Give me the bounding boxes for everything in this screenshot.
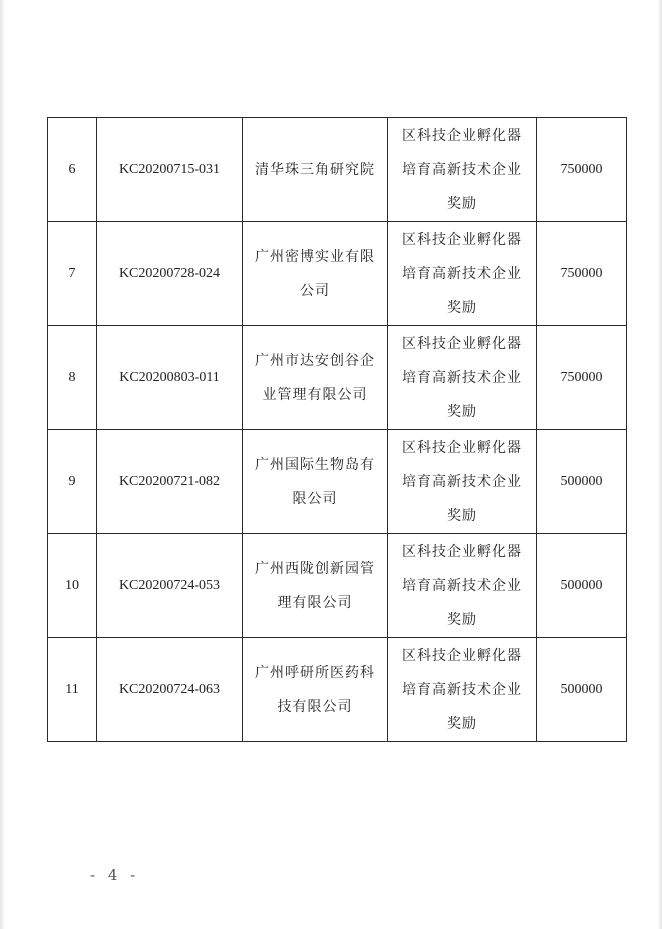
project-code: KC20200803-011 — [97, 326, 243, 430]
award-table — [47, 117, 627, 742]
project-name: 区科技企业孵化器培育高新技术企业奖励 — [402, 127, 522, 212]
table-row — [48, 118, 627, 222]
award-amount: 750000 — [537, 118, 627, 222]
company-name: 广州西陇创新园管理有限公司 — [255, 560, 375, 611]
award-amount: 750000 — [537, 326, 627, 430]
company-cell — [243, 534, 388, 638]
project-code: KC20200721-082 — [97, 430, 243, 534]
row-number: 9 — [48, 430, 97, 534]
award-amount: 500000 — [537, 430, 627, 534]
project-cell — [388, 118, 537, 222]
project-code: KC20200724-063 — [97, 638, 243, 742]
page-edge-right — [657, 0, 662, 929]
project-code: KC20200724-053 — [97, 534, 243, 638]
project-cell — [388, 430, 537, 534]
table-row — [48, 222, 627, 326]
page-edge-left — [0, 0, 5, 929]
project-cell — [388, 638, 537, 742]
row-number: 6 — [48, 118, 97, 222]
table-row — [48, 638, 627, 742]
project-name: 区科技企业孵化器培育高新技术企业奖励 — [402, 335, 522, 420]
award-amount: 500000 — [537, 534, 627, 638]
table-row — [48, 430, 627, 534]
company-cell — [243, 222, 388, 326]
project-name: 区科技企业孵化器培育高新技术企业奖励 — [402, 231, 522, 316]
award-amount: 500000 — [537, 638, 627, 742]
award-amount: 750000 — [537, 222, 627, 326]
project-code: KC20200728-024 — [97, 222, 243, 326]
row-number: 7 — [48, 222, 97, 326]
company-cell — [243, 326, 388, 430]
table-row — [48, 326, 627, 430]
project-name: 区科技企业孵化器培育高新技术企业奖励 — [402, 647, 522, 732]
row-number: 10 — [48, 534, 97, 638]
company-cell — [243, 430, 388, 534]
row-number: 11 — [48, 638, 97, 742]
company-name: 广州密博实业有限公司 — [255, 248, 375, 299]
project-cell — [388, 222, 537, 326]
project-name: 区科技企业孵化器培育高新技术企业奖励 — [402, 439, 522, 524]
company-name: 清华珠三角研究院 — [255, 161, 375, 178]
page-number: - 4 - — [90, 866, 140, 884]
project-code: KC20200715-031 — [97, 118, 243, 222]
company-name: 广州市达安创谷企业管理有限公司 — [255, 352, 375, 403]
project-cell — [388, 534, 537, 638]
project-cell — [388, 326, 537, 430]
company-cell — [243, 118, 388, 222]
row-number: 8 — [48, 326, 97, 430]
company-cell — [243, 638, 388, 742]
project-name: 区科技企业孵化器培育高新技术企业奖励 — [402, 543, 522, 628]
company-name: 广州国际生物岛有限公司 — [255, 456, 375, 507]
table-row — [48, 534, 627, 638]
company-name: 广州呼研所医药科技有限公司 — [255, 664, 375, 715]
